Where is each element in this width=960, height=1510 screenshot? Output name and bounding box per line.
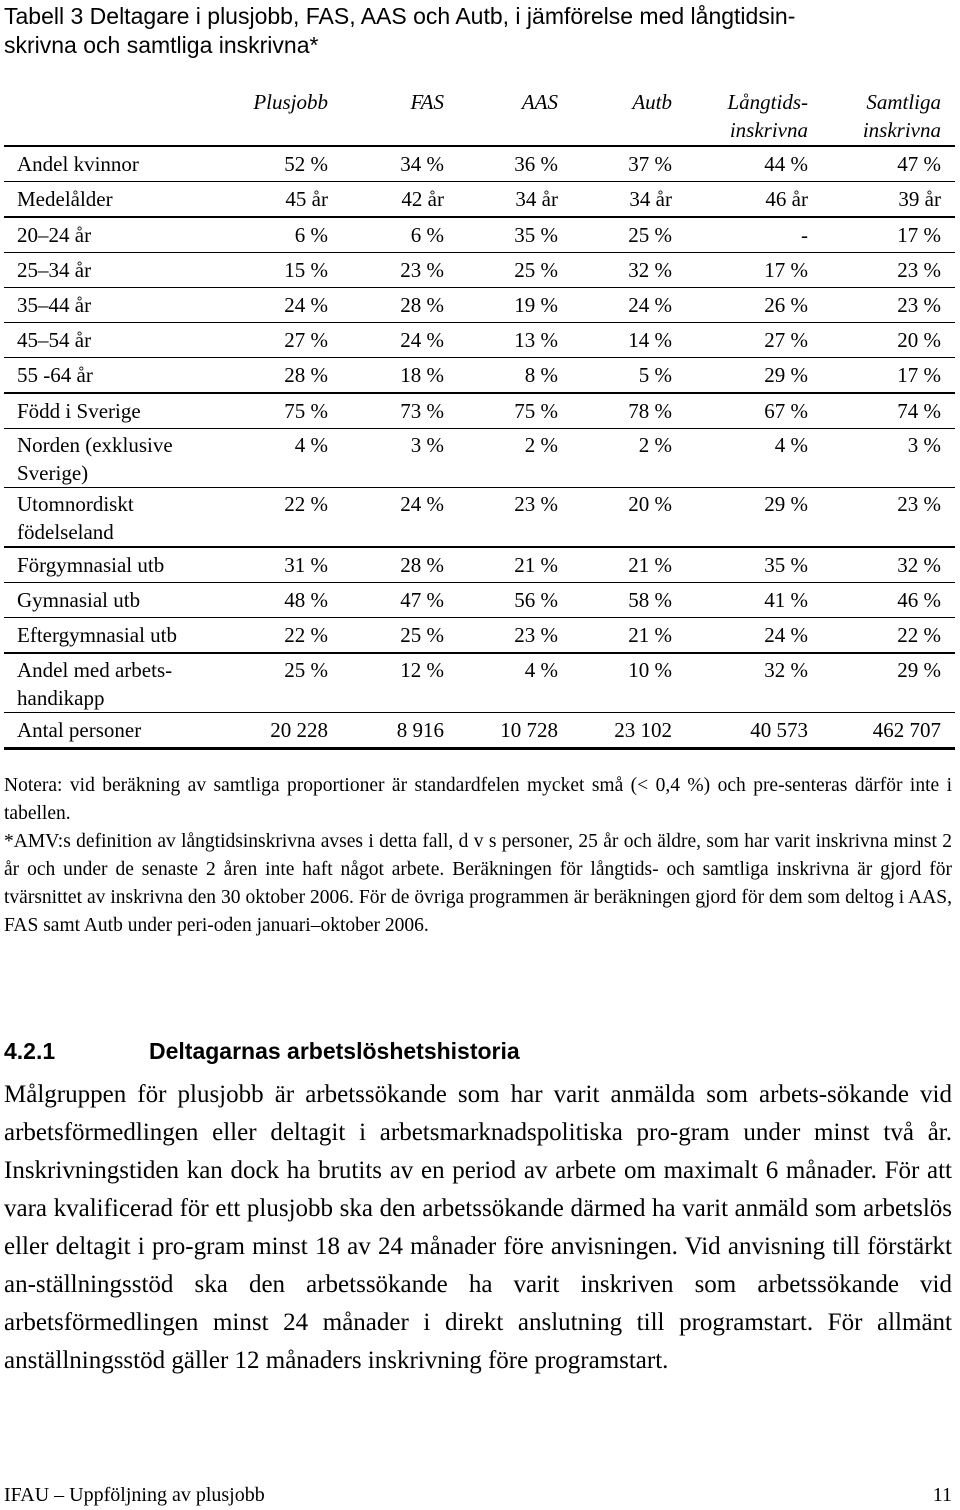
row-label: Norden (exklusive Sverige) xyxy=(4,429,226,488)
row-label: 20–24 år xyxy=(4,217,226,253)
table-cell: 44 % xyxy=(686,146,822,182)
table-cell: 20 % xyxy=(822,323,955,358)
table-row xyxy=(4,323,955,358)
table-cell: 28 % xyxy=(342,288,458,323)
table-cell: 14 % xyxy=(572,323,686,358)
table-row xyxy=(4,393,955,429)
table-cell: 28 % xyxy=(342,547,458,583)
table-cell: 20 228 xyxy=(226,713,342,749)
table-cell: 23 % xyxy=(822,488,955,548)
note-paragraph: Notera: vid beräkning av samtliga proportioner är standardfelen mycket små (< 0,4 %) och pre-senteras därför inte i tabellen. xyxy=(4,775,952,824)
row-label: 35–44 år xyxy=(4,288,226,323)
column-header-empty xyxy=(4,86,226,146)
table-cell: 3 % xyxy=(822,429,955,488)
table-cell: 21 % xyxy=(572,618,686,654)
table-cell: 37 % xyxy=(572,146,686,182)
table-notes xyxy=(4,772,952,940)
table-cell: 32 % xyxy=(686,653,822,713)
table-cell: 28 % xyxy=(226,358,342,394)
table-row xyxy=(4,583,955,618)
table-row xyxy=(4,217,955,253)
table-cell: 29 % xyxy=(686,488,822,548)
table-cell: 46 % xyxy=(822,583,955,618)
column-header: Autb xyxy=(632,90,672,114)
table-cell: 27 % xyxy=(226,323,342,358)
table-cell: 6 % xyxy=(342,217,458,253)
table-cell: 4 % xyxy=(686,429,822,488)
table-cell: 67 % xyxy=(686,393,822,429)
table-cell: 22 % xyxy=(226,618,342,654)
table-row xyxy=(4,288,955,323)
table-cell: 34 % xyxy=(342,146,458,182)
table-cell: 17 % xyxy=(822,358,955,394)
table-cell: 31 % xyxy=(226,547,342,583)
table-cell: 36 % xyxy=(458,146,572,182)
table-cell: 17 % xyxy=(822,217,955,253)
column-header: Samtliga inskrivna xyxy=(862,90,941,142)
section-heading xyxy=(4,1036,952,1066)
table-title-line: Tabell 3 Deltagare i plusjobb, FAS, AAS och Autb, i jämförelse med långtidsin- xyxy=(4,3,796,29)
table-row xyxy=(4,488,955,548)
table-cell: 47 % xyxy=(342,583,458,618)
table-cell: 21 % xyxy=(572,547,686,583)
table-cell: 32 % xyxy=(572,253,686,288)
table-cell: 34 år xyxy=(572,182,686,218)
column-header: FAS xyxy=(410,90,444,114)
row-label: Antal personer xyxy=(4,713,226,749)
note-paragraph: *AMV:s definition av långtidsinskrivna avses i detta fall, d v s personer, 25 år och äldre, som har varit inskrivna minst 2 år och under de senaste 2 åren inte haft något arbete. Beräkningen för långtids- och samtliga inskrivna är gjord för tvärsnittet av inskrivna den 30 oktober 2006. För de övriga programmen är beräkningen gjord för dem som deltog i AAS, FAS samt Autb under peri-oden januari–oktober 2006. xyxy=(4,831,952,936)
statistics-table xyxy=(4,86,955,750)
table-cell: 42 år xyxy=(342,182,458,218)
table-cell: 24 % xyxy=(572,288,686,323)
table-cell: 8 % xyxy=(458,358,572,394)
body-paragraph: Målgruppen för plusjobb är arbetssökande som har varit anmälda som arbets-sökande vid arbetsförmedlingen eller deltagit i arbetsmarknadspolitiska pro-gram under minst två år. Inskrivningstiden kan dock ha brutits av en period av arbete om maximalt 6 månader. För att vara kvalificerad för ett plusjobb ska den arbetssökande därmed ha varit anmäld som arbetslös eller deltagit i pro-gram minst 18 av 24 månader före anvisningen. Vid anvisning till förstärkt an-ställningsstöd ska den arbetssökande ha varit inskriven som arbetssökande vid arbetsförmedlingen minst 24 månader i direkt anslutning till programstart. För allmänt anställningsstöd gäller 12 månaders inskrivning före programstart. xyxy=(4,1081,952,1374)
table-cell: 17 % xyxy=(686,253,822,288)
row-label: 25–34 år xyxy=(4,253,226,288)
table-cell: 25 % xyxy=(226,653,342,713)
section-number: 4.2.1 xyxy=(4,1038,56,1064)
table-row xyxy=(4,429,955,488)
column-header: AAS xyxy=(521,90,558,114)
table-cell: 22 % xyxy=(226,488,342,548)
column-header: Plusjobb xyxy=(253,90,328,114)
table-cell: 10 728 xyxy=(458,713,572,749)
table-cell: 56 % xyxy=(458,583,572,618)
table-cell: 25 % xyxy=(572,217,686,253)
table-cell: 4 % xyxy=(226,429,342,488)
table-cell: 23 % xyxy=(822,253,955,288)
table-cell: 41 % xyxy=(686,583,822,618)
table-cell: 5 % xyxy=(572,358,686,394)
table-cell: 24 % xyxy=(226,288,342,323)
table-cell: 23 % xyxy=(342,253,458,288)
table-cell: 35 % xyxy=(458,217,572,253)
table-row xyxy=(4,358,955,394)
table-row xyxy=(4,182,955,218)
table-cell: 25 % xyxy=(458,253,572,288)
row-label: Gymnasial utb xyxy=(4,583,226,618)
row-label: Andel kvinnor xyxy=(4,146,226,182)
table-cell: 58 % xyxy=(572,583,686,618)
row-label: Medelålder xyxy=(4,182,226,218)
table-cell: 8 916 xyxy=(342,713,458,749)
table-cell: 20 % xyxy=(572,488,686,548)
table-cell: 13 % xyxy=(458,323,572,358)
table-cell: 40 573 xyxy=(686,713,822,749)
table-cell: 29 % xyxy=(822,653,955,713)
table-cell: 73 % xyxy=(342,393,458,429)
table-title xyxy=(4,2,954,60)
table-header-row xyxy=(4,86,955,146)
row-label: Utomnordiskt födelseland xyxy=(4,488,226,548)
table-cell: 3 % xyxy=(342,429,458,488)
table-cell: 25 % xyxy=(342,618,458,654)
table-cell: 48 % xyxy=(226,583,342,618)
table-cell: 23 102 xyxy=(572,713,686,749)
table-cell: 12 % xyxy=(342,653,458,713)
table-cell: 24 % xyxy=(686,618,822,654)
table-cell: 75 % xyxy=(458,393,572,429)
table-row xyxy=(4,253,955,288)
table-cell: 4 % xyxy=(458,653,572,713)
table-cell: 23 % xyxy=(458,618,572,654)
table-row xyxy=(4,653,955,713)
table-cell: 22 % xyxy=(822,618,955,654)
table-cell: 19 % xyxy=(458,288,572,323)
page-number: 11 xyxy=(932,1484,952,1506)
table-cell: 34 år xyxy=(458,182,572,218)
table-cell: 29 % xyxy=(686,358,822,394)
table-cell: 6 % xyxy=(226,217,342,253)
table-cell: 10 % xyxy=(572,653,686,713)
table-cell: 78 % xyxy=(572,393,686,429)
table-cell: 32 % xyxy=(822,547,955,583)
row-label: 55 -64 år xyxy=(4,358,226,394)
row-label: Andel med arbets- handikapp xyxy=(4,653,226,713)
column-header: Långtids- inskrivna xyxy=(727,90,808,142)
table-row xyxy=(4,618,955,654)
footer-title: IFAU – Uppföljning av plusjobb xyxy=(4,1484,265,1506)
table-cell: 26 % xyxy=(686,288,822,323)
table-row xyxy=(4,547,955,583)
row-label: 45–54 år xyxy=(4,323,226,358)
table-cell: 47 % xyxy=(822,146,955,182)
table-cell: 45 år xyxy=(226,182,342,218)
table-cell: 35 % xyxy=(686,547,822,583)
table-cell: 2 % xyxy=(572,429,686,488)
table-cell: 46 år xyxy=(686,182,822,218)
table-cell: 74 % xyxy=(822,393,955,429)
table-cell: 75 % xyxy=(226,393,342,429)
row-label: Förgymnasial utb xyxy=(4,547,226,583)
table-cell: 52 % xyxy=(226,146,342,182)
table-cell: 39 år xyxy=(822,182,955,218)
table-cell: 18 % xyxy=(342,358,458,394)
section-title: Deltagarnas arbetslöshetshistoria xyxy=(149,1038,520,1064)
row-label: Eftergymnasial utb xyxy=(4,618,226,654)
table-cell: 23 % xyxy=(822,288,955,323)
table-cell: - xyxy=(686,217,822,253)
table-row xyxy=(4,146,955,182)
table-cell: 462 707 xyxy=(822,713,955,749)
table-cell: 21 % xyxy=(458,547,572,583)
table-cell: 27 % xyxy=(686,323,822,358)
row-label: Född i Sverige xyxy=(4,393,226,429)
table-cell: 2 % xyxy=(458,429,572,488)
table-row xyxy=(4,713,955,749)
table-cell: 24 % xyxy=(342,323,458,358)
table-title-line: skrivna och samtliga inskrivna* xyxy=(4,32,319,58)
table-cell: 24 % xyxy=(342,488,458,548)
table-cell: 23 % xyxy=(458,488,572,548)
table-cell: 15 % xyxy=(226,253,342,288)
